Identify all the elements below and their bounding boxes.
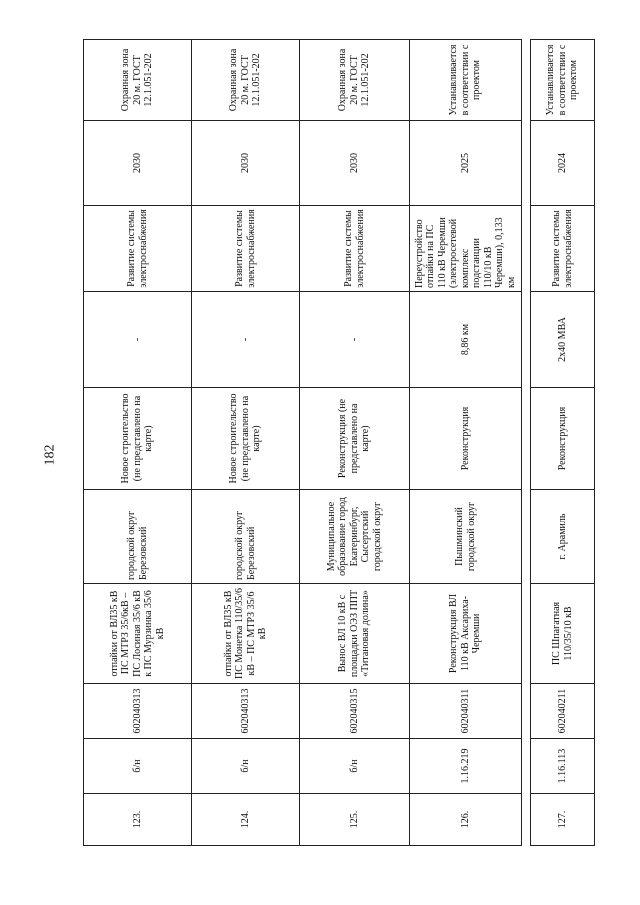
cell-work: Новое строительство (не представлено на карте)	[192, 388, 300, 490]
page-number-text: 182	[42, 444, 57, 466]
cell-purpose: Переустройство отпайки на ПС 110 кВ Черемши (электросетевой комплекс подстанции 110/10 кВ Черемши), 0,133 км	[410, 206, 522, 292]
cell-name: Вынос ВЛ 10 кВ с площадки ОЭЗ ППТ «Титановая долина»	[300, 584, 410, 684]
cell-num: б/н	[84, 739, 192, 794]
cell-location: городской округ Березовский	[192, 490, 300, 584]
row-gap	[522, 40, 531, 846]
cell-zone: Охранная зона 20 м. ГОСТ 12.1.051-202	[300, 40, 410, 121]
cell-capacity: -	[300, 292, 410, 388]
objects-table	[83, 39, 595, 846]
cell-name: Реконструкция ВЛ 110 кВ Аксариха-Черемши	[410, 584, 522, 684]
cell-work: Новое строительство (не представлено на карте)	[84, 388, 192, 490]
cell-purpose: Развитие системы электроснабжения	[84, 206, 192, 292]
cell-purpose: Развитие системы электроснабжения	[192, 206, 300, 292]
cell-location: городской округ Березовский	[84, 490, 192, 584]
table-row	[192, 40, 300, 846]
cell-no: 127.	[531, 794, 595, 846]
table-row	[531, 40, 595, 846]
table-row	[84, 40, 192, 846]
cell-work: Реконструкция	[531, 388, 595, 490]
cell-zone: Охранная зона 20 м. ГОСТ 12.1.051-202	[84, 40, 192, 121]
cell-no: 124.	[192, 794, 300, 846]
cell-year: 2030	[192, 121, 300, 206]
cell-name: ПС Шпагатная 110/35/10 кВ	[531, 584, 595, 684]
cell-work: Реконструкция	[410, 388, 522, 490]
cell-year: 2024	[531, 121, 595, 206]
cell-year: 2030	[84, 121, 192, 206]
cell-no: 125.	[300, 794, 410, 846]
cell-no: 126.	[410, 794, 522, 846]
cell-num: 1.16.219	[410, 739, 522, 794]
cell-code: 602040311	[410, 684, 522, 739]
cell-code: 602040313	[84, 684, 192, 739]
cell-location: Пышминский городской округ	[410, 490, 522, 584]
cell-zone: Устанавливается в соответствии с проектом	[410, 40, 522, 121]
cell-location: г. Арамиль	[531, 490, 595, 584]
table-row	[300, 40, 410, 846]
table-row	[410, 40, 522, 846]
cell-purpose: Развитие системы электроснабжения	[300, 206, 410, 292]
cell-name: отпайки от ВЛ35 кВ ПС Монетка 110/35/6 кВ – ПС МТРЗ 35/6 кВ	[192, 584, 300, 684]
cell-code: 602040211	[531, 684, 595, 739]
cell-work: Реконструкция (не представлено на карте)	[300, 388, 410, 490]
cell-location: Муниципальное образование город Екатеринбург, Сысертский городской округ	[300, 490, 410, 584]
cell-num: б/н	[192, 739, 300, 794]
cell-capacity: 2х40 МВА	[531, 292, 595, 388]
cell-capacity: 8,86 км	[410, 292, 522, 388]
cell-year: 2025	[410, 121, 522, 206]
cell-num: б/н	[300, 739, 410, 794]
cell-zone: Устанавливается в соответствии с проектом	[531, 40, 595, 121]
cell-capacity: -	[84, 292, 192, 388]
cell-zone: Охранная зона 20 м. ГОСТ 12.1.051-202	[192, 40, 300, 121]
rotated-table-container	[83, 40, 593, 846]
cell-capacity: -	[192, 292, 300, 388]
cell-purpose: Развитие системы электроснабжения	[531, 206, 595, 292]
cell-name: отпайки от ВЛ35 кВ ПС МТРЗ 35/6кВ – ПС Лосиная 35/6 кВ к ПС Мурзинка 35/6 кВ	[84, 584, 192, 684]
cell-no: 123.	[84, 794, 192, 846]
cell-code: 602040313	[192, 684, 300, 739]
gap-cell	[522, 40, 531, 846]
page-number	[38, 440, 62, 470]
cell-num: 1.16.113	[531, 739, 595, 794]
cell-year: 2030	[300, 121, 410, 206]
table-wrapper	[83, 40, 593, 846]
cell-code: 602040315	[300, 684, 410, 739]
